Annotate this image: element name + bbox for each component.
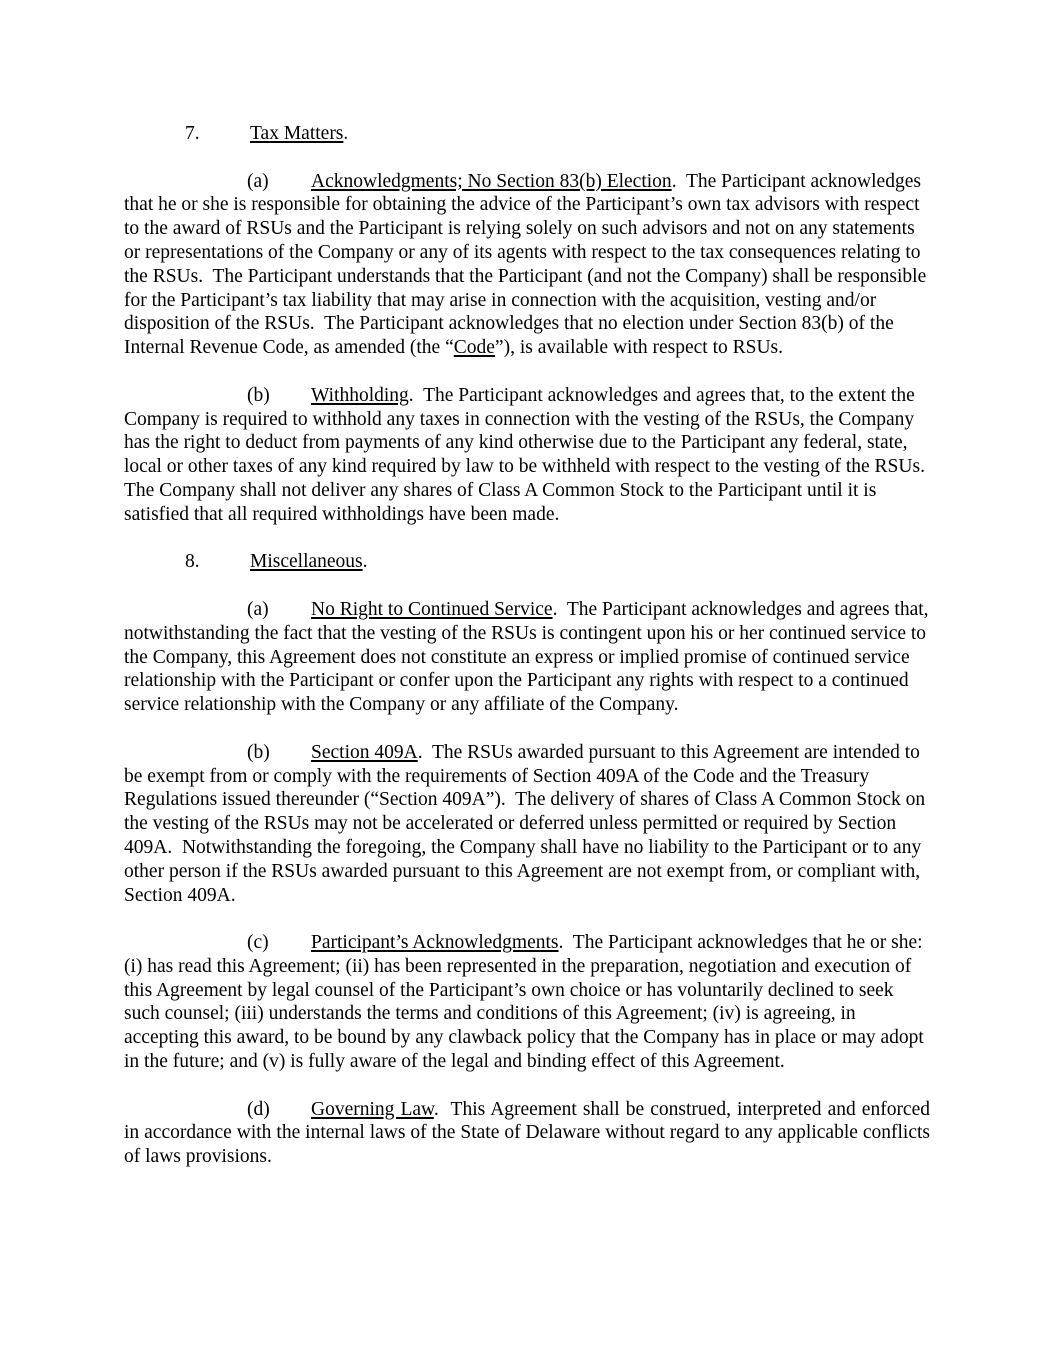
paragraph-heading: Withholding bbox=[311, 384, 409, 406]
paragraph-label: (b) bbox=[247, 741, 270, 763]
paragraph-text: . This Agreement shall be construed, interpreted and enforced in accordance with the internal laws of the State of Delaware without regard to any applicable conflicts of laws provisions. bbox=[124, 1098, 930, 1168]
section-heading bbox=[124, 122, 930, 146]
paragraph-text: ”), is available with respect to RSUs. bbox=[494, 337, 784, 359]
paragraph bbox=[124, 1098, 930, 1169]
paragraph-text: . The RSUs awarded pursuant to this Agreement are intended to be exempt from or comply with the requirements of Section 409A of the Code and the Treasury Regulations issued thereunder (“Section 409A”). The delivery of shares of Class A Common Stock on the vesting of the RSUs may not be accelerated or deferred unless permitted or required by Section 409A. Notwithstanding the foregoing, the Company shall have no liability to the Participant or to any other person if the RSUs awarded pursuant to this Agreement are not exempt from, or compliant with, Section 409A. bbox=[124, 741, 926, 906]
paragraph bbox=[124, 384, 930, 527]
defined-term: Code bbox=[453, 337, 495, 359]
paragraph bbox=[124, 931, 930, 1074]
paragraph-label: (b) bbox=[247, 384, 270, 406]
section-number: 7. bbox=[185, 123, 200, 144]
section-heading bbox=[124, 550, 930, 574]
paragraph-text: . The Participant acknowledges that he or she is responsible for obtaining the advice of the Participant’s own tax advisors with respect to the award of RSUs and the Participant is relying solely on such advisors and not on any statements or representations of the Company or any of its agents with respect to the tax consequences relating to the RSUs. The Participant understands that the Participant (and not the Company) shall be responsible for the Participant’s tax liability that may arise in connection with the acquisition, vesting and/or disposition of the RSUs. The Participant acknowledges that no election under Section 83(b) of the Internal Revenue Code, as amended (the “ bbox=[124, 170, 927, 359]
paragraph bbox=[124, 598, 930, 717]
section-title: Miscellaneous bbox=[250, 551, 363, 573]
paragraph-label: (c) bbox=[247, 932, 269, 954]
paragraph bbox=[124, 170, 930, 360]
paragraph-heading: Acknowledgments; No Section 83(b) Election bbox=[311, 170, 672, 192]
paragraph-label: (d) bbox=[247, 1098, 270, 1120]
paragraph-label: (a) bbox=[247, 598, 269, 620]
paragraph-heading: Participant’s Acknowledgments bbox=[311, 932, 559, 954]
paragraph bbox=[124, 741, 930, 908]
paragraph-heading: No Right to Continued Service bbox=[311, 598, 553, 620]
paragraph-text: . The Participant acknowledges that he or she: (i) has read this Agreement; (ii) has been represented in the preparation, negotiation and execution of this Agreement by legal counsel of the Participant’s own choice or has voluntarily declined to seek such counsel; (iii) understands the terms and conditions of this Agreement; (iv) is agreeing, in accepting this award, to be bound by any clawback policy that the Company has in place or may adopt in the future; and (v) is fully aware of the legal and binding effect of this Agreement. bbox=[124, 932, 928, 1073]
section-title: Tax Matters bbox=[250, 123, 344, 144]
paragraph-heading: Governing Law bbox=[311, 1098, 434, 1120]
section-title-suffix: . bbox=[362, 551, 368, 573]
paragraph-heading: Section 409A bbox=[311, 741, 418, 763]
paragraph-text: . The Participant acknowledges and agrees that, to the extent the Company is required to withhold any taxes in connection with the vesting of the RSUs, the Company has the right to deduct from payments of any kind otherwise due to the Participant any federal, state, local or other taxes of any kind required by law to be withheld with respect to the vesting of the RSUs. The Company shall not deliver any shares of Class A Common Stock to the Participant until it is satisfied that all required withholdings have been made. bbox=[124, 384, 930, 525]
paragraph-text: . The Participant acknowledges and agrees that, notwithstanding the fact that the vesting of the RSUs is contingent upon his or her continued service to the Company, this Agreement does not constitute an express or implied promise of continued service relationship with the Participant or confer upon the Participant any rights with respect to a continued service relationship with the Company or any affiliate of the Company. bbox=[124, 598, 929, 716]
paragraph-label: (a) bbox=[247, 170, 269, 192]
section-title-suffix: . bbox=[343, 123, 349, 144]
section-number: 8. bbox=[185, 551, 200, 573]
